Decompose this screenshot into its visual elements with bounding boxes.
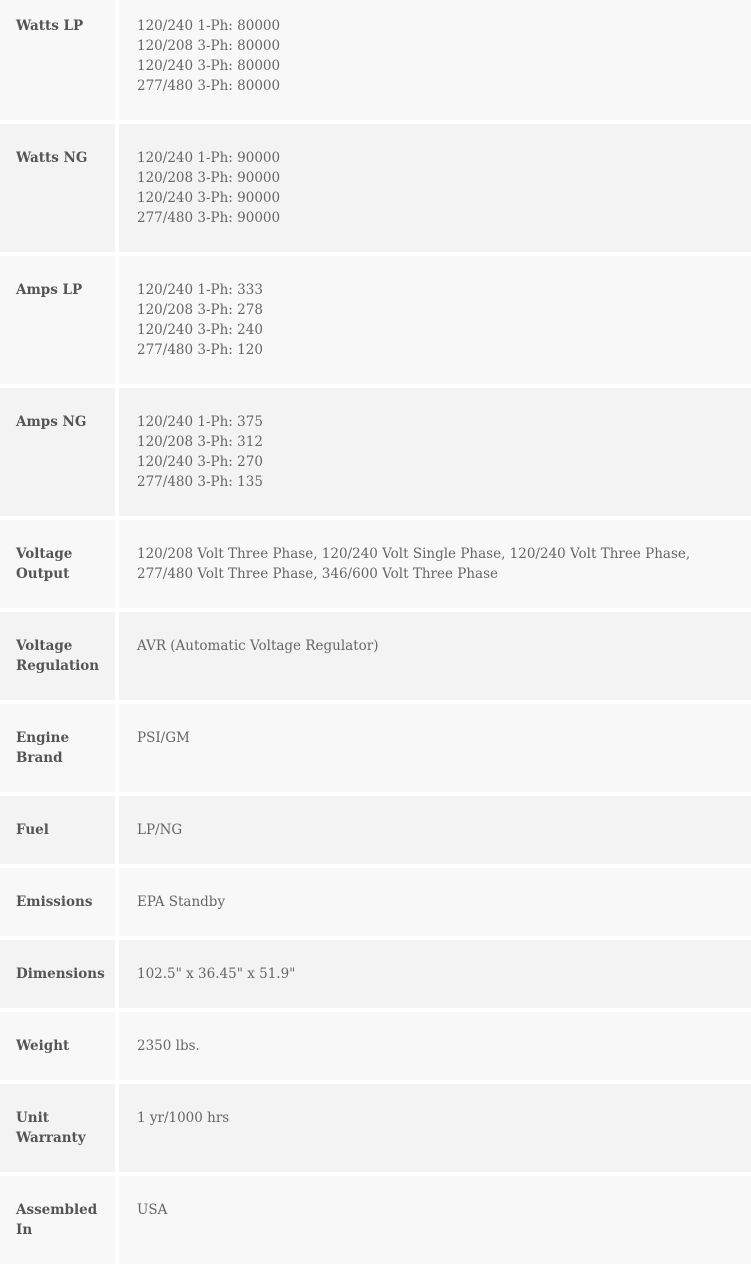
spec-value [117,794,751,866]
spec-value [117,610,751,702]
spec-row-unit-warranty [0,1082,751,1174]
spec-value-line: 120/240 1-Ph: 90000 [137,150,281,166]
spec-value-line: 120/240 3-Ph: 80000 [137,58,281,74]
spec-value-text: 1 yr/1000 hrs [137,1110,230,1126]
spec-value-text: 102.5" x 36.45" x 51.9" [137,966,296,982]
spec-label: Emissions [0,866,117,938]
spec-label: Fuel [0,794,117,866]
spec-label: Voltage Output [0,518,117,610]
spec-value-text: 2350 lbs. [137,1038,200,1054]
spec-value-text: PSI/GM [137,730,190,746]
spec-value-line: 120/208 3-Ph: 90000 [137,170,281,186]
spec-row-watts-lp [0,0,751,122]
spec-label: Amps LP [0,254,117,386]
spec-value [117,518,751,610]
spec-value [117,386,751,518]
spec-value [117,866,751,938]
spec-row-engine-brand [0,702,751,794]
spec-value-line: 120/240 1-Ph: 375 [137,414,263,430]
spec-value [117,254,751,386]
spec-value-text: USA [137,1202,168,1218]
spec-value-line: 120/208 3-Ph: 278 [137,302,263,318]
spec-value-line: 120/240 3-Ph: 270 [137,454,263,470]
spec-value-line: 120/240 1-Ph: 80000 [137,18,281,34]
spec-row-voltage-output [0,518,751,610]
spec-row-watts-ng [0,122,751,254]
spec-value-text: EPA Standby [137,894,226,910]
spec-row-weight [0,1010,751,1082]
spec-label: Watts NG [0,122,117,254]
spec-row-emissions [0,866,751,938]
spec-value-text: LP/NG [137,822,183,838]
spec-value-line: 277/480 3-Ph: 80000 [137,78,281,94]
spec-row-fuel [0,794,751,866]
spec-label: Voltage Regulation [0,610,117,702]
spec-label: Engine Brand [0,702,117,794]
spec-row-amps-lp [0,254,751,386]
spec-value-line: 120/208 3-Ph: 80000 [137,38,281,54]
spec-label: Amps NG [0,386,117,518]
spec-value-line: 120/208 3-Ph: 312 [137,434,263,450]
spec-value [117,1010,751,1082]
spec-row-voltage-regulation [0,610,751,702]
spec-label: Assembled In [0,1174,117,1266]
spec-value [117,702,751,794]
spec-label: Watts LP [0,0,117,122]
spec-value-line: 277/480 3-Ph: 90000 [137,210,281,226]
spec-label: Unit Warranty [0,1082,117,1174]
spec-value-line: 120/240 3-Ph: 90000 [137,190,281,206]
spec-row-amps-ng [0,386,751,518]
spec-label: Dimensions [0,938,117,1010]
spec-value-text: 120/208 Volt Three Phase, 120/240 Volt Single Phase, 120/240 Volt Three Phase, 277/480 Volt Three Phase, 346/600 Volt Three Phase [137,546,691,582]
spec-value [117,938,751,1010]
spec-label: Weight [0,1010,117,1082]
spec-row-assembled-in [0,1174,751,1266]
spec-row-dimensions [0,938,751,1010]
spec-value [117,0,751,122]
spec-value-text: AVR (Automatic Voltage Regulator) [137,638,379,654]
spec-value [117,1082,751,1174]
spec-value-line: 120/240 3-Ph: 240 [137,322,263,338]
spec-value-line: 277/480 3-Ph: 120 [137,342,263,358]
spec-value [117,122,751,254]
spec-value [117,1174,751,1266]
spec-value-line: 120/240 1-Ph: 333 [137,282,263,298]
spec-value-line: 277/480 3-Ph: 135 [137,474,263,490]
